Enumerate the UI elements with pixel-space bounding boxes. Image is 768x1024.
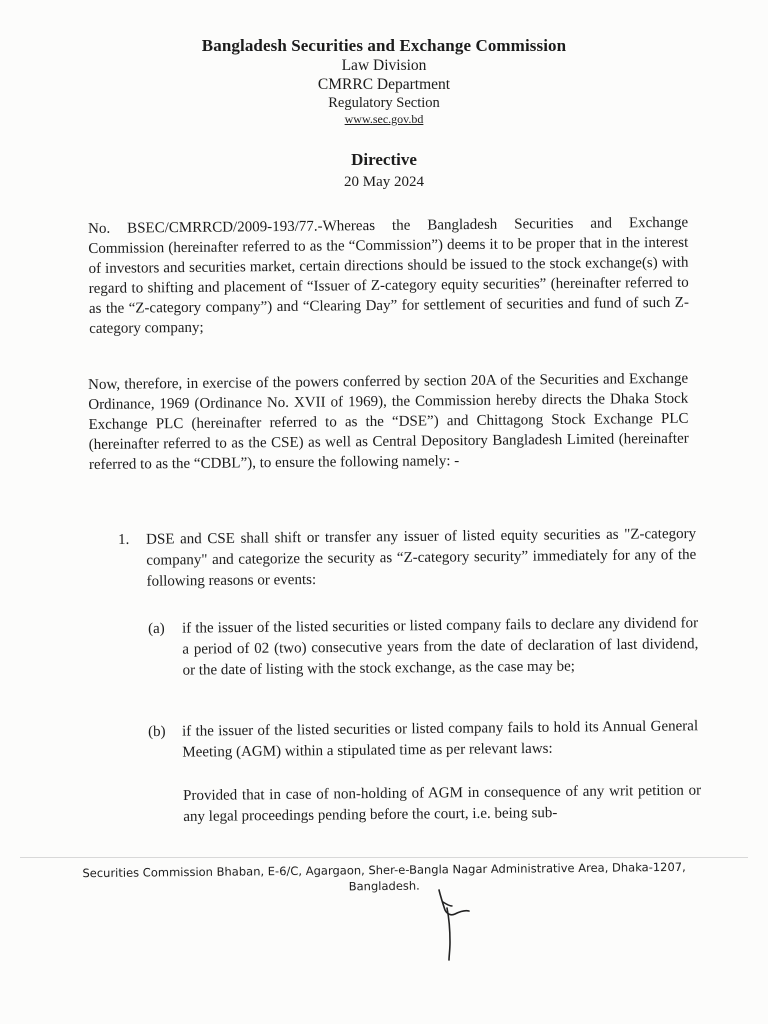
preamble-paragraph: No. BSEC/CMRRCD/2009-193/77.-Whereas the Bangladesh Securities and Exchange Commission (hereinafter referred to as the “Commission”) deems it to be proper that in the interest of investors and securities market, certain directions should be issued to the stock exchange(s) with regard to shifting and placement of “Issuer of Z-category equity securities” (hereinafter referred to as the “Z-category company”) and “Clearing Day” for settlement of securities and fund of such Z-category company; bbox=[88, 214, 689, 337]
footer-address bbox=[0, 858, 768, 898]
document-date: 20 May 2024 bbox=[344, 174, 424, 190]
sub-clause-a bbox=[148, 613, 699, 682]
footer-address-line: Securities Commission Bhaban, E-6/C, Agargaon, Sher-e-Bangla Nagar Administrative Area, Dhaka-1207, bbox=[82, 859, 686, 881]
proviso-paragraph: Provided that in case of non-holding of AGM in consequence of any writ petition or any legal proceedings pending before the court, i.e. being sub- bbox=[183, 782, 702, 825]
document-title: Directive bbox=[351, 150, 417, 169]
sub-clause-text: if the issuer of the listed securities or listed company fails to declare any dividend for a period of 02 (two) consecutive years from the date of declaration of last dividend, or the date of listing with the stock exchange, as the case may be; bbox=[182, 615, 699, 679]
division-name: Law Division bbox=[341, 57, 427, 74]
directive-item-1 bbox=[118, 524, 697, 593]
operative-paragraph: Now, therefore, in exercise of the powers conferred by section 20A of the Securities and Exchange Ordinance, 1969 (Ordinance No. XVII of 1969), the Commission hereby directs the Dhaka Stock Exchange PLC (hereinafter referred to as the “DSE”) and Chittagong Stock Exchange PLC (hereinafter referred to as the CSE) as well as Central Depository Bangladesh Limited (hereinafter referred to as the “CDBL”), to ensure the following namely: - bbox=[88, 370, 689, 473]
letterhead bbox=[0, 36, 768, 126]
sub-clause-text: if the issuer of the listed securities or listed company fails to hold its Annual General Meeting (AGM) within a stipulated time as per relevant laws: bbox=[182, 718, 699, 761]
section-name: Regulatory Section bbox=[328, 95, 440, 111]
footer-divider bbox=[20, 857, 748, 858]
item-text: DSE and CSE shall shift or transfer any issuer of listed equity securities as "Z-category company" and categorize the security as “Z-category security” immediately for any of the following reasons or events: bbox=[146, 525, 697, 590]
sub-clause-b bbox=[148, 716, 698, 764]
organization-name: Bangladesh Securities and Exchange Commission bbox=[201, 36, 567, 55]
item-number: 1. bbox=[118, 531, 130, 548]
signature-icon bbox=[425, 884, 481, 964]
sub-clause-label: (b) bbox=[148, 723, 166, 740]
department-name: CMRRC Department bbox=[317, 76, 451, 93]
website-link[interactable]: www.sec.gov.bd bbox=[344, 112, 424, 126]
sub-clause-label: (a) bbox=[148, 620, 165, 637]
footer-address-line: Bangladesh. bbox=[348, 878, 420, 894]
